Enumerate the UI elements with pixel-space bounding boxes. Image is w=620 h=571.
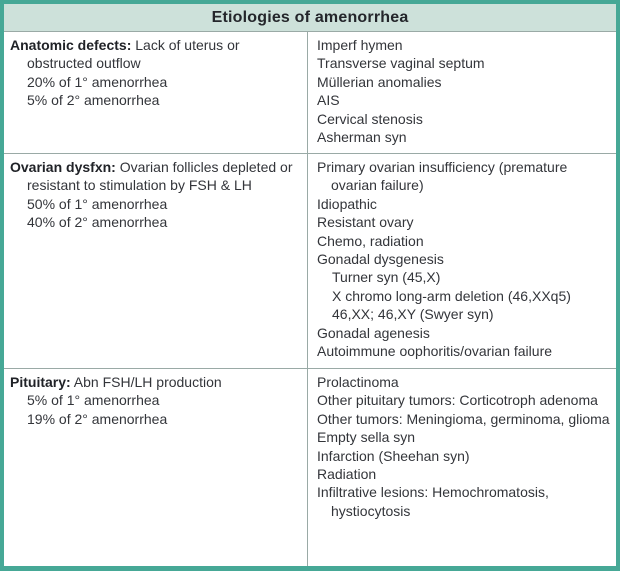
category-heading: Ovarian dysfxn:	[10, 159, 116, 175]
category-stat: 50% of 1° amenorrhea	[27, 195, 168, 212]
category-description	[10, 158, 301, 195]
cause-item: Idiopathic	[317, 195, 377, 212]
cause-item: AIS	[317, 92, 340, 109]
table-row-anatomic-defects	[4, 32, 616, 154]
causes-cell-pituitary	[308, 369, 616, 566]
cause-item: Chemo, radiation	[317, 232, 424, 249]
cause-item: Cervical stenosis	[317, 110, 423, 127]
causes-cell-anatomic-defects	[308, 32, 616, 153]
category-stat: 5% of 1° amenorrhea	[27, 392, 160, 409]
category-cell-ovarian-dysfxn	[4, 154, 308, 368]
cause-item: Müllerian anomalies	[317, 73, 442, 90]
cause-item: Gonadal agenesis	[317, 324, 430, 341]
category-stat: 5% of 2° amenorrhea	[27, 92, 160, 109]
cause-item: Other tumors: Meningioma, germinoma, glioma	[317, 410, 610, 427]
cause-item: Prolactinoma	[317, 374, 399, 390]
cause-item: Radiation	[317, 466, 377, 483]
cause-item: Empty sella syn	[317, 429, 416, 446]
category-description-text: Ovarian follicles depleted or resistant to stimulation by FSH & LH	[27, 159, 293, 194]
cause-subitem: 46,XX; 46,XY (Swyer syn)	[332, 306, 494, 323]
cause-item: Imperf hymen	[317, 37, 403, 53]
category-heading: Anatomic defects:	[10, 37, 132, 53]
category-description	[10, 36, 301, 73]
category-stat: 19% of 2° amenorrhea	[27, 410, 168, 427]
cause-subitem: X chromo long-arm deletion (46,XXq5)	[332, 287, 571, 304]
table-row-pituitary	[4, 369, 616, 566]
category-cell-pituitary	[4, 369, 308, 566]
category-heading: Pituitary:	[10, 374, 71, 390]
cause-item: Primary ovarian insufficiency (premature ovarian failure)	[317, 159, 568, 194]
cause-item: Infarction (Sheehan syn)	[317, 447, 470, 464]
cause-item: Other pituitary tumors: Corticotroph adenoma	[317, 392, 598, 409]
cause-item: Autoimmune oophoritis/ovarian failure	[317, 343, 553, 360]
table-row-ovarian-dysfxn	[4, 154, 616, 369]
causes-cell-ovarian-dysfxn	[308, 154, 616, 368]
category-description	[10, 373, 301, 391]
category-cell-anatomic-defects	[4, 32, 308, 153]
cause-item: Gonadal dysgenesis	[317, 251, 444, 268]
cause-subitem: Turner syn (45,X)	[332, 269, 441, 286]
cause-item: Transverse vaginal septum	[317, 55, 485, 72]
cause-item: Resistant ovary	[317, 214, 414, 231]
category-description-text: Abn FSH/LH production	[70, 374, 222, 390]
category-description-text: Lack of uterus or obstructed outflow	[27, 37, 240, 72]
cause-item: Infiltrative lesions: Hemochromatosis, hystiocytosis	[317, 484, 549, 519]
cause-item: Asherman syn	[317, 129, 407, 146]
category-stat: 40% of 2° amenorrhea	[27, 214, 168, 231]
table-title: Etiologies of amenorrhea	[4, 4, 616, 32]
category-stat: 20% of 1° amenorrhea	[27, 73, 168, 90]
